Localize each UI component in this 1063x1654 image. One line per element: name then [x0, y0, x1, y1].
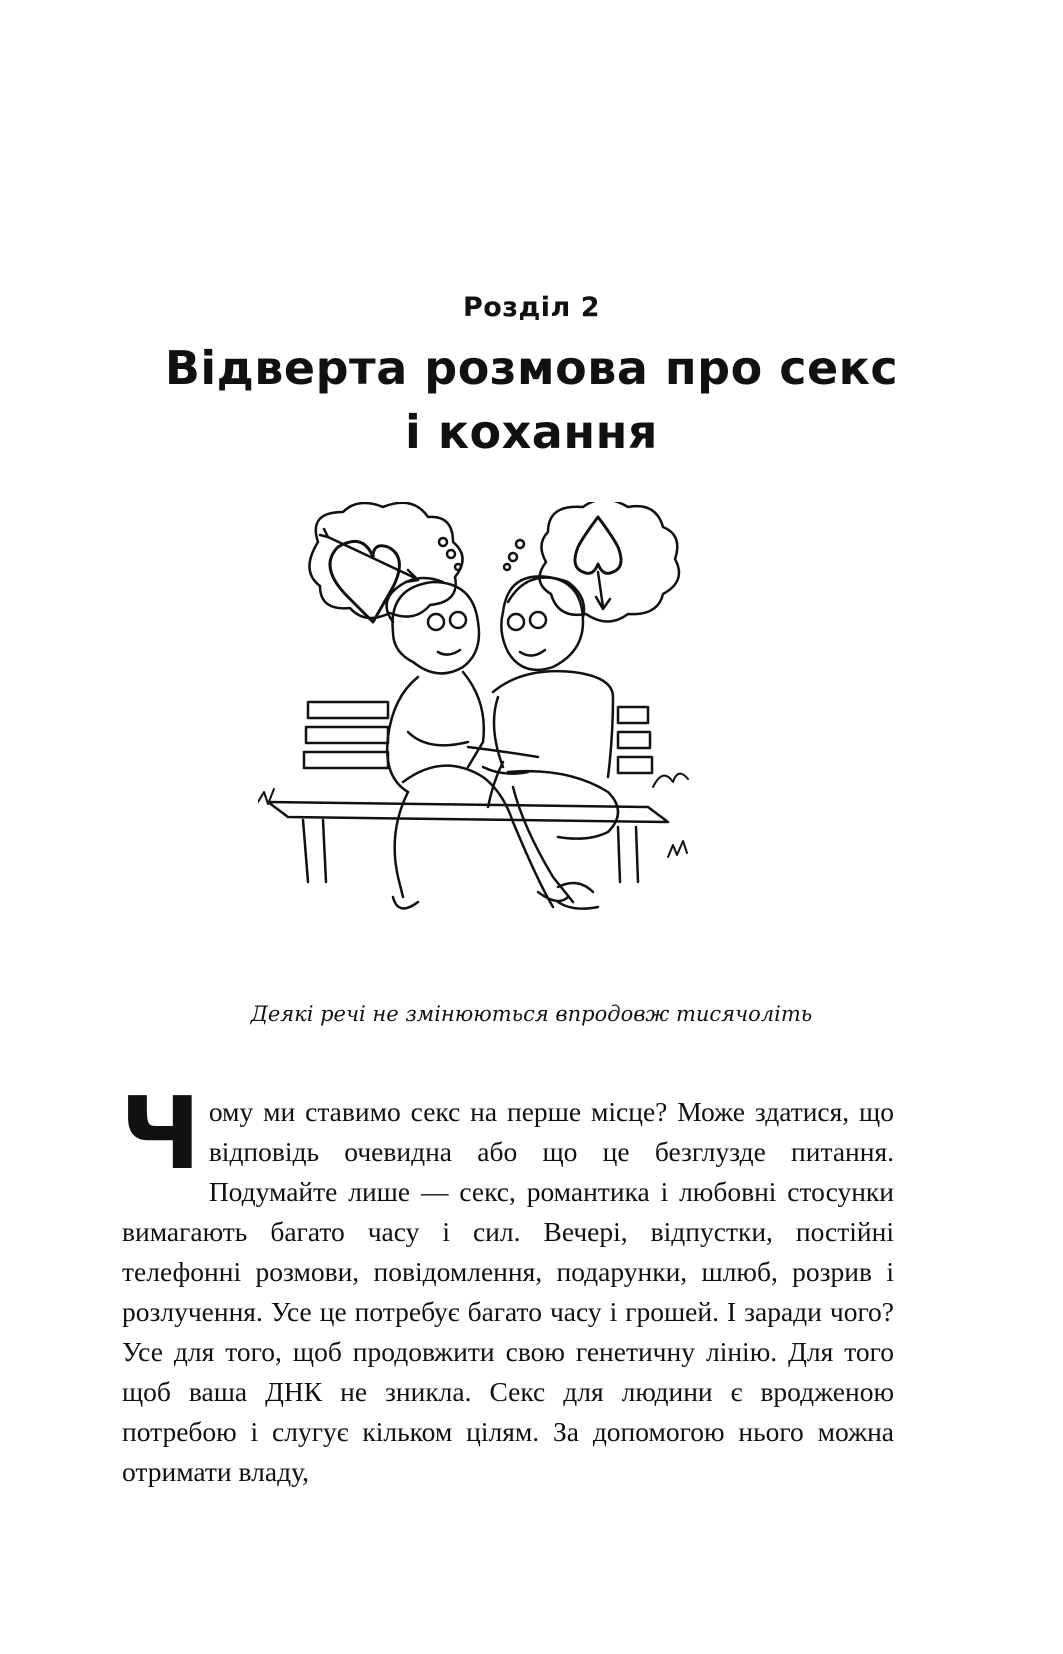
man-figure [483, 576, 618, 908]
thought-cloud-right [504, 502, 679, 622]
chapter-label: Розділ 2 [462, 292, 601, 323]
chapter-title-line2: і кохання [405, 405, 658, 459]
body-text: ому ми ставимо секс на перше місце? Може здатися, що відповідь очевидна або що це безглузде питання. Подумайте лише — секс, романтика і любовні стосунки вимагають багато часу і сил. Вечері, відпустки, постійні телефонні розмови, повідомлення, подарунки, шлюб, розрив і розлучення. Усе це потребує багато часу і грошей. І заради чого? Усе для того, щоб продовжити свою генетичну лінію. Для того щоб ваша ДНК не зникла. Секс для людини є вродженою потребою і слугує кільком цілям. За допомогою нього можна отримати владу, [122, 1096, 894, 1487]
chapter-title-line1: Відверта розмова про секс [164, 341, 899, 395]
illustration-caption: Деякі речі не змінюються впродовж тисячоліть [250, 1002, 813, 1026]
heart-arrow-icon [575, 517, 621, 609]
chapter-title [0, 336, 1063, 464]
body-paragraph [120, 1075, 894, 1492]
park-bench [258, 702, 688, 882]
dropcap-letter: Ч [120, 1075, 201, 1192]
couple-on-bench-illustration [258, 502, 728, 980]
